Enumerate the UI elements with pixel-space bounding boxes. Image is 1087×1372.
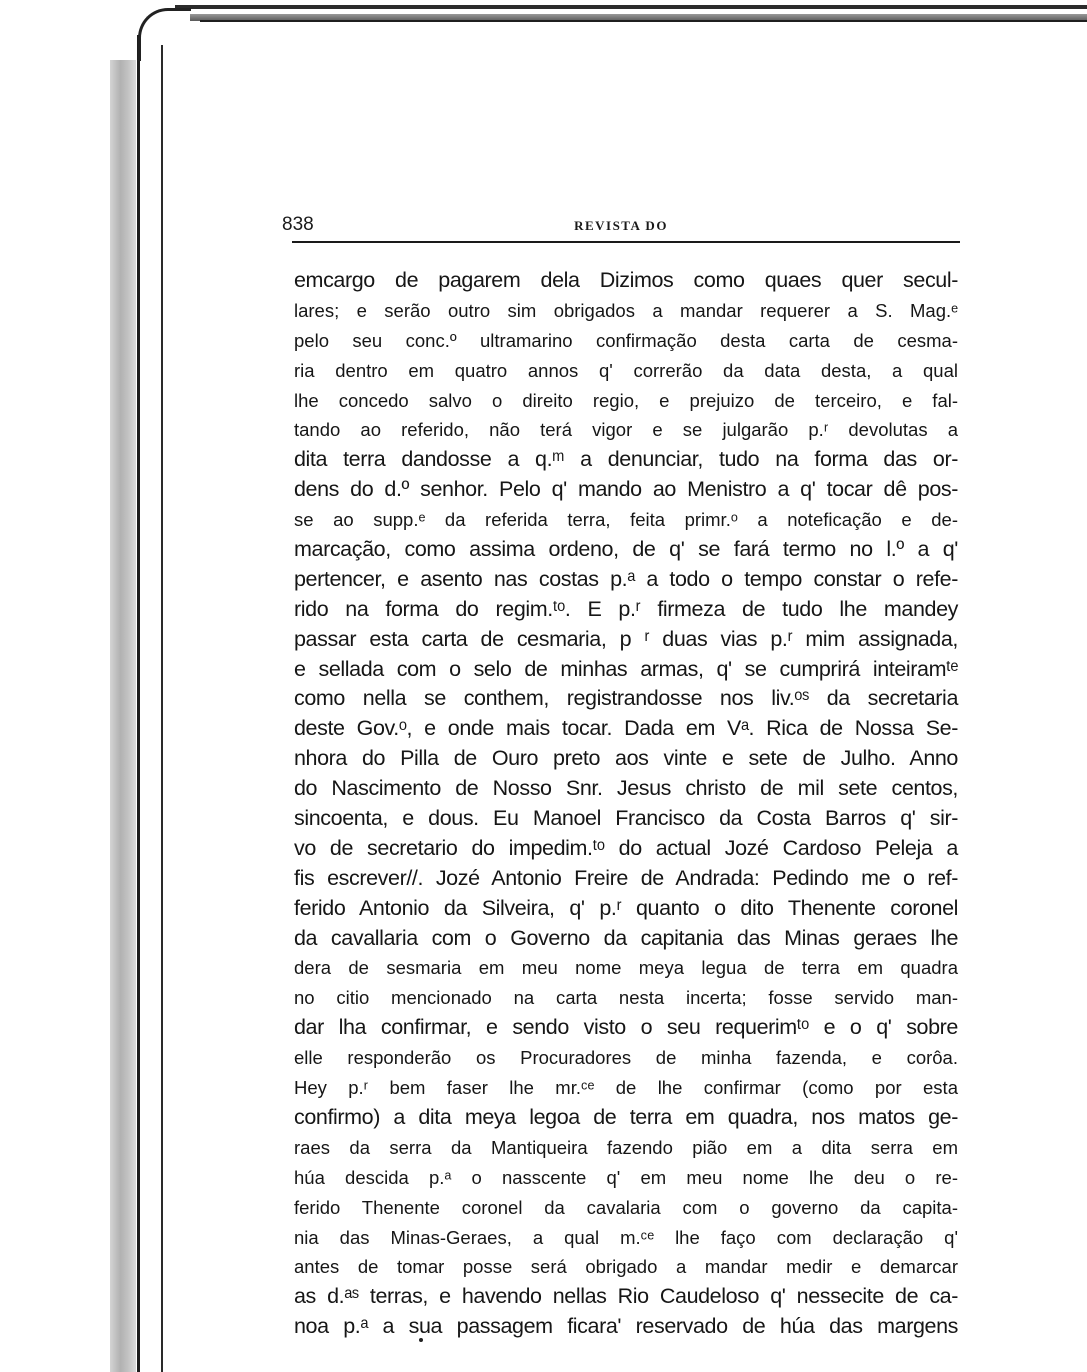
running-head: REVISTA DO: [574, 218, 668, 233]
text-line: Hey p.ʳ bem faser lhe mr.ᶜᵉ de lhe confirmar (como por esta: [294, 1077, 958, 1099]
text-line: antes de tomar posse será obrigado a mandar medir e demarcar: [294, 1256, 958, 1278]
text-line: deste Gov.ᵒ, e onde mais tocar. Dada em Vᵃ. Rica de Nossa Se-: [294, 716, 958, 741]
text-line: tando ao referido, não terá vigor e se julgarão p.ʳ devolutas a: [294, 419, 958, 441]
text-line: se ao supp.ᵉ da referida terra, feita primr.ᵒ a noteficação e de-: [294, 509, 958, 531]
page-edge-line: [137, 35, 140, 1372]
header-rule: [292, 241, 960, 243]
top-page-edge-inner: [200, 20, 1087, 22]
page-header: [282, 214, 960, 240]
text-line: do Nascimento de Nosso Snr. Jesus christo de mil sete centos,: [294, 776, 958, 801]
text-line: marcação, como assima ordeno, de q' se fará termo no l.º a q': [294, 537, 958, 562]
text-line: nhora do Pilla de Ouro preto aos vinte e sete de Julho. Anno: [294, 746, 958, 771]
text-line: nia das Minas-Geraes, a qual m.ᶜᵉ lhe faço com declaração q': [294, 1226, 958, 1248]
scan-speck: [419, 1338, 423, 1342]
page-corner-curl: [138, 8, 191, 61]
top-page-edge: [175, 5, 1087, 9]
text-line: ferido Thenente coronel da cavalaria com o governo da capita-: [294, 1196, 958, 1218]
text-line: e sellada com o selo de minhas armas, q' se cumprirá inteiramᵗᵉ: [294, 656, 958, 681]
text-line: rido na forma do regim.ᵗᵒ. E p.ʳ firmeza de tudo lhe mandey: [294, 596, 958, 621]
text-line: noa p.ᵃ a sua passagem ficara' reservado de húa das margens: [294, 1314, 958, 1339]
text-line: como nella se conthem, registrandosse nos liv.ᵒˢ da secretaria: [294, 686, 958, 711]
text-line: pertencer, e asento nas costas p.ᵃ a todo o tempo constar o refe-: [294, 566, 958, 591]
text-line: húa descida p.ᵃ o nasscente q' em meu nome lhe deu o re-: [294, 1166, 958, 1188]
body-text: [294, 266, 958, 1342]
text-line: passar esta carta de cesmaria, p ʳ duas vias p.ʳ mim assignada,: [294, 626, 958, 651]
page-margin-line: [161, 45, 163, 1372]
text-line: lhe concedo salvo o direito regio, e prejuizo de terceiro, e fal-: [294, 389, 958, 411]
text-line: sincoenta, e dous. Eu Manoel Francisco da Costa Barros q' sir-: [294, 806, 958, 831]
text-line: vo de secretario do impedim.ᵗᵒ do actual Jozé Cardoso Peleja a: [294, 835, 958, 860]
text-line: elle responderão os Procuradores de minha fazenda, e corôa.: [294, 1047, 958, 1069]
text-line: dera de sesmaria em meu nome meya legua de terra em quadra: [294, 957, 958, 979]
text-line: confirmo) a dita meya legoa de terra em quadra, nos matos ge-: [294, 1104, 958, 1129]
text-line: emcargo de pagarem dela Dizimos como quaes quer secul-: [294, 268, 958, 292]
text-line: ria dentro em quatro annos q' correrão da data desta, a qual: [294, 359, 958, 381]
text-line: fis escrever//. Jozé Antonio Freire de Andrada: Pedindo me o ref-: [294, 865, 958, 890]
text-line: raes da serra da Mantiqueira fazendo pião em a dita serra em: [294, 1136, 958, 1158]
text-line: as d.ᵃˢ terras, e havendo nellas Rio Caudeloso q' nessecite de ca-: [294, 1284, 958, 1309]
text-line: pelo seu conc.º ultramarino confirmação desta carta de cesma-: [294, 329, 958, 351]
text-line: dita terra dandosse a q.ᵐ a denunciar, tudo na forma das or-: [294, 447, 958, 472]
text-line: dar lha confirmar, e sendo visto o seu requerimᵗᵒ e o q' sobre: [294, 1015, 958, 1040]
text-line: no citio mencionado na carta nesta incerta; fosse servido man-: [294, 987, 958, 1009]
text-line: da cavallaria com o Governo da capitania das Minas geraes lhe: [294, 925, 958, 950]
text-line: lares; e serão outro sim obrigados a mandar requerer a S. Mag.ᵉ: [294, 299, 958, 321]
text-line: dens do d.º senhor. Pelo q' mando ao Menistro a q' tocar dê pos-: [294, 477, 958, 502]
book-binding-shadow: [110, 60, 136, 1372]
text-line: ferido Antonio da Silveira, q' p.ʳ quanto o dito Thenente coronel: [294, 895, 958, 920]
page-number: 838: [282, 214, 314, 235]
